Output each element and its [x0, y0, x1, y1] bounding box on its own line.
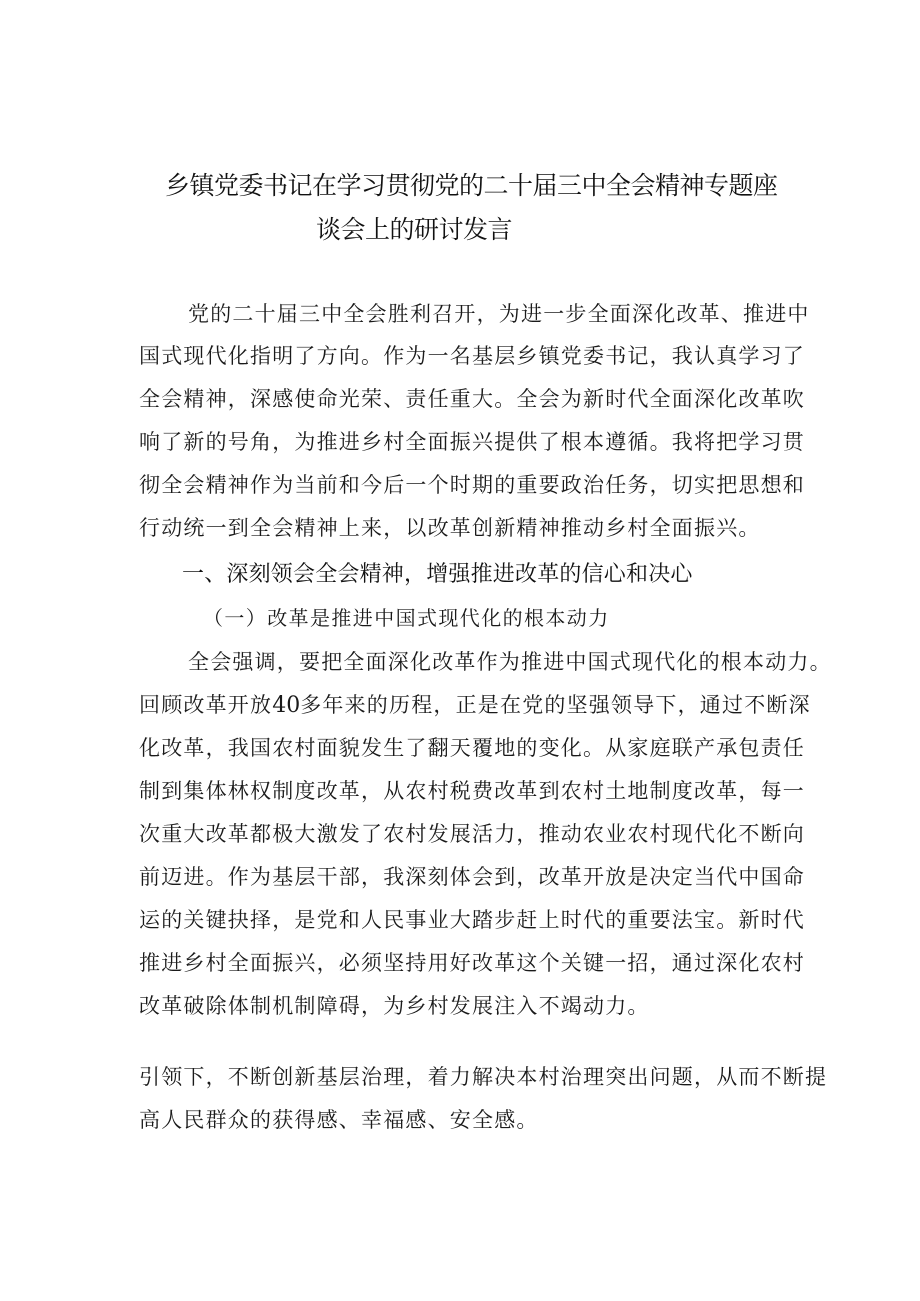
- intro-line-4: 响了新的号角，为推进乡村全面振兴提供了根本遵循。我将把学习贯: [139, 430, 805, 454]
- intro-line-6: 行动统一到全会精神上来，以改革创新精神推动乡村全面振兴。: [139, 516, 761, 540]
- tail-line-1: 引领下，不断创新基层治理，着力解决本村治理突出问题，从而不断提: [139, 1065, 828, 1089]
- section1-line-4: 制到集体林权制度改革，从农村税费改革到农村土地制度改革，每一: [139, 779, 805, 803]
- section1-line-8: 推进乡村全面振兴，必须坚持用好改革这个关键一招，通过深化农村: [139, 951, 805, 975]
- section1-line-3: 化改革，我国农村面貌发生了翻天覆地的变化。从家庭联产承包责任: [139, 736, 805, 760]
- section1-line-2-b: 多年来的历程，正是在党的坚强领导下，通过不断深: [300, 693, 811, 717]
- intro-line-3: 全会精神，深感使命光荣、责任重大。全会为新时代全面深化改革吹: [139, 387, 805, 411]
- section1-line-1: 全会强调，要把全面深化改革作为推进中国式现代化的根本动力。: [188, 650, 832, 674]
- intro-line-1: 党的二十届三中全会胜利召开，为进一步全面深化改革、推进中: [188, 302, 810, 326]
- document-title-line-1: 乡镇党委书记在学习贯彻党的二十届三中全会精神专题座: [165, 171, 778, 200]
- section1-line-2-number: 40: [272, 693, 301, 718]
- section1-line-9: 改革破除体制机制障碍，为乡村发展注入不竭动力。: [139, 994, 650, 1018]
- section-heading-1: 一、深刻领会全会精神，增强推进改革的信心和决心: [182, 562, 693, 587]
- subsection-heading-1: （一）改革是推进中国式现代化的根本动力: [203, 606, 610, 630]
- section1-line-7: 运的关键抉择，是党和人民事业大踏步赶上时代的重要法宝。新时代: [139, 908, 805, 932]
- intro-line-2: 国式现代化指明了方向。作为一名基层乡镇党委书记，我认真学习了: [139, 344, 805, 368]
- tail-line-2: 高人民群众的获得感、幸福感、安全感。: [139, 1108, 539, 1132]
- section1-line-2: [139, 690, 811, 721]
- document-title-line-2: 谈会上的研讨发言: [316, 215, 513, 244]
- section1-line-6: 前迈进。作为基层干部，我深刻体会到，改革开放是决定当代中国命: [139, 865, 805, 889]
- section1-line-2-a: 回顾改革开放: [139, 693, 273, 717]
- intro-line-5: 彻全会精神作为当前和今后一个时期的重要政治任务，切实把思想和: [139, 473, 805, 497]
- section1-line-5: 次重大改革都极大激发了农村发展活力，推动农业农村现代化不断向: [139, 822, 805, 846]
